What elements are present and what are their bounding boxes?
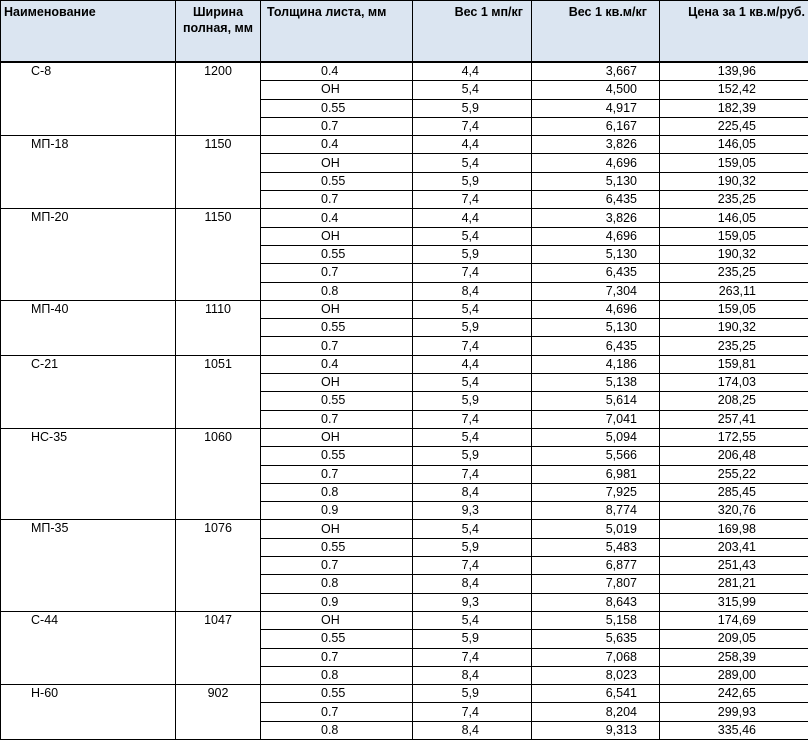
weight-mp-cell: 9,3 (413, 593, 532, 611)
weight-sqm-cell: 6,541 (532, 685, 660, 703)
price-cell: 258,39 (660, 648, 808, 666)
width-cell: 1060 (176, 428, 261, 519)
header-weight-mp: Вес 1 мп/кг (413, 1, 532, 62)
price-cell: 190,32 (660, 319, 808, 337)
weight-mp-cell: 7,4 (413, 703, 532, 721)
width-cell: 1200 (176, 63, 261, 136)
price-cell: 285,45 (660, 483, 808, 501)
weight-mp-cell: 5,9 (413, 319, 532, 337)
header-width: Ширина полная, мм (176, 1, 261, 62)
weight-mp-cell: 5,9 (413, 685, 532, 703)
weight-sqm-cell: 7,807 (532, 575, 660, 593)
weight-mp-cell: 4,4 (413, 209, 532, 227)
thickness-cell: 0.55 (261, 447, 413, 465)
price-cell: 174,03 (660, 374, 808, 392)
product-name-cell: С-8 (1, 63, 176, 136)
weight-sqm-cell: 4,500 (532, 81, 660, 99)
thickness-cell: 0.8 (261, 666, 413, 684)
table-row (1, 428, 808, 446)
weight-sqm-cell: 3,826 (532, 136, 660, 154)
weight-mp-cell: 8,4 (413, 575, 532, 593)
price-cell: 209,05 (660, 630, 808, 648)
weight-mp-cell: 5,9 (413, 447, 532, 465)
weight-mp-cell: 5,9 (413, 172, 532, 190)
width-cell: 1047 (176, 611, 261, 684)
weight-sqm-cell: 5,130 (532, 319, 660, 337)
weight-sqm-cell: 8,774 (532, 502, 660, 520)
price-cell: 315,99 (660, 593, 808, 611)
table-row (1, 355, 808, 373)
thickness-cell: 0.8 (261, 721, 413, 739)
price-cell: 146,05 (660, 209, 808, 227)
thickness-cell: ОН (261, 300, 413, 318)
price-cell: 169,98 (660, 520, 808, 538)
thickness-cell: ОН (261, 374, 413, 392)
weight-mp-cell: 5,9 (413, 99, 532, 117)
weight-sqm-cell: 7,041 (532, 410, 660, 428)
weight-sqm-cell: 5,094 (532, 428, 660, 446)
weight-sqm-cell: 4,696 (532, 154, 660, 172)
weight-sqm-cell: 8,643 (532, 593, 660, 611)
table-row (1, 136, 808, 154)
weight-mp-cell: 7,4 (413, 117, 532, 135)
price-cell: 146,05 (660, 136, 808, 154)
thickness-cell: 0.8 (261, 575, 413, 593)
thickness-cell: 0.7 (261, 410, 413, 428)
thickness-cell: ОН (261, 227, 413, 245)
weight-mp-cell: 8,4 (413, 282, 532, 300)
price-cell: 235,25 (660, 264, 808, 282)
width-cell: 1150 (176, 209, 261, 300)
price-cell: 152,42 (660, 81, 808, 99)
product-name-cell: МП-35 (1, 520, 176, 611)
weight-mp-cell: 7,4 (413, 264, 532, 282)
thickness-cell: 0.7 (261, 648, 413, 666)
weight-mp-cell: 5,9 (413, 538, 532, 556)
weight-sqm-cell: 8,204 (532, 703, 660, 721)
weight-mp-cell: 5,4 (413, 374, 532, 392)
thickness-cell: 0.55 (261, 172, 413, 190)
weight-sqm-cell: 6,167 (532, 117, 660, 135)
price-cell: 263,11 (660, 282, 808, 300)
product-name-cell: С-21 (1, 355, 176, 428)
width-cell: 1076 (176, 520, 261, 611)
thickness-cell: 0.7 (261, 465, 413, 483)
thickness-cell: 0.55 (261, 392, 413, 410)
weight-sqm-cell: 4,186 (532, 355, 660, 373)
weight-sqm-cell: 9,313 (532, 721, 660, 739)
weight-mp-cell: 5,9 (413, 245, 532, 263)
thickness-cell: 0.55 (261, 630, 413, 648)
thickness-cell: ОН (261, 154, 413, 172)
thickness-cell: 0.4 (261, 136, 413, 154)
price-cell: 203,41 (660, 538, 808, 556)
table-row (1, 611, 808, 629)
price-cell: 335,46 (660, 721, 808, 739)
weight-sqm-cell: 7,304 (532, 282, 660, 300)
thickness-cell: 0.8 (261, 483, 413, 501)
thickness-cell: 0.55 (261, 538, 413, 556)
weight-sqm-cell: 3,667 (532, 63, 660, 81)
weight-sqm-cell: 5,614 (532, 392, 660, 410)
weight-mp-cell: 4,4 (413, 355, 532, 373)
weight-sqm-cell: 5,566 (532, 447, 660, 465)
weight-mp-cell: 4,4 (413, 63, 532, 81)
weight-mp-cell: 7,4 (413, 465, 532, 483)
weight-sqm-cell: 5,483 (532, 538, 660, 556)
thickness-cell: 0.55 (261, 245, 413, 263)
weight-sqm-cell: 6,877 (532, 557, 660, 575)
header-row (1, 1, 808, 62)
product-name-cell: С-44 (1, 611, 176, 684)
weight-mp-cell: 5,4 (413, 81, 532, 99)
price-cell: 182,39 (660, 99, 808, 117)
weight-sqm-cell: 3,826 (532, 209, 660, 227)
price-cell: 159,05 (660, 154, 808, 172)
price-cell: 206,48 (660, 447, 808, 465)
width-cell: 902 (176, 685, 261, 740)
weight-sqm-cell: 6,435 (532, 337, 660, 355)
thickness-cell: ОН (261, 428, 413, 446)
thickness-cell: 0.7 (261, 264, 413, 282)
thickness-cell: 0.9 (261, 502, 413, 520)
product-name-cell: НС-35 (1, 428, 176, 519)
weight-sqm-cell: 7,925 (532, 483, 660, 501)
price-cell: 208,25 (660, 392, 808, 410)
weight-sqm-cell: 4,696 (532, 300, 660, 318)
weight-sqm-cell: 5,019 (532, 520, 660, 538)
header-price: Цена за 1 кв.м/руб. (660, 1, 808, 62)
thickness-cell: 0.55 (261, 319, 413, 337)
weight-sqm-cell: 5,130 (532, 245, 660, 263)
thickness-cell: 0.8 (261, 282, 413, 300)
price-cell: 242,65 (660, 685, 808, 703)
table-row (1, 63, 808, 81)
price-cell: 190,32 (660, 172, 808, 190)
price-cell: 139,96 (660, 63, 808, 81)
weight-mp-cell: 7,4 (413, 557, 532, 575)
header-thickness: Толщина листа, мм (261, 1, 413, 62)
weight-sqm-cell: 5,138 (532, 374, 660, 392)
thickness-cell: 0.7 (261, 557, 413, 575)
thickness-cell: ОН (261, 81, 413, 99)
weight-sqm-cell: 5,158 (532, 611, 660, 629)
weight-mp-cell: 5,9 (413, 392, 532, 410)
thickness-cell: 0.7 (261, 117, 413, 135)
thickness-cell: 0.4 (261, 355, 413, 373)
weight-mp-cell: 5,9 (413, 630, 532, 648)
price-cell: 174,69 (660, 611, 808, 629)
price-cell: 257,41 (660, 410, 808, 428)
price-cell: 159,05 (660, 227, 808, 245)
price-cell: 159,81 (660, 355, 808, 373)
price-cell: 299,93 (660, 703, 808, 721)
weight-sqm-cell: 5,635 (532, 630, 660, 648)
width-cell: 1051 (176, 355, 261, 428)
price-cell: 289,00 (660, 666, 808, 684)
weight-mp-cell: 9,3 (413, 502, 532, 520)
product-name-cell: МП-40 (1, 300, 176, 355)
weight-mp-cell: 7,4 (413, 337, 532, 355)
weight-sqm-cell: 6,435 (532, 191, 660, 209)
thickness-cell: 0.7 (261, 191, 413, 209)
weight-mp-cell: 8,4 (413, 666, 532, 684)
thickness-cell: 0.55 (261, 99, 413, 117)
width-cell: 1110 (176, 300, 261, 355)
table-row (1, 685, 808, 703)
price-cell: 281,21 (660, 575, 808, 593)
weight-sqm-cell: 4,696 (532, 227, 660, 245)
weight-mp-cell: 7,4 (413, 648, 532, 666)
weight-mp-cell: 8,4 (413, 721, 532, 739)
price-cell: 235,25 (660, 191, 808, 209)
thickness-cell: 0.7 (261, 337, 413, 355)
weight-sqm-cell: 4,917 (532, 99, 660, 117)
weight-mp-cell: 5,4 (413, 520, 532, 538)
weight-mp-cell: 5,4 (413, 611, 532, 629)
table-row (1, 520, 808, 538)
weight-mp-cell: 4,4 (413, 136, 532, 154)
price-cell: 320,76 (660, 502, 808, 520)
header-name: Наименование (1, 1, 176, 62)
weight-mp-cell: 8,4 (413, 483, 532, 501)
weight-sqm-cell: 6,981 (532, 465, 660, 483)
product-name-cell: МП-18 (1, 136, 176, 209)
width-cell: 1150 (176, 136, 261, 209)
product-name-cell: Н-60 (1, 685, 176, 740)
weight-sqm-cell: 7,068 (532, 648, 660, 666)
weight-sqm-cell: 8,023 (532, 666, 660, 684)
thickness-cell: ОН (261, 611, 413, 629)
thickness-cell: 0.9 (261, 593, 413, 611)
thickness-cell: ОН (261, 520, 413, 538)
price-cell: 235,25 (660, 337, 808, 355)
thickness-cell: 0.4 (261, 63, 413, 81)
price-cell: 225,45 (660, 117, 808, 135)
weight-sqm-cell: 5,130 (532, 172, 660, 190)
weight-sqm-cell: 6,435 (532, 264, 660, 282)
weight-mp-cell: 5,4 (413, 154, 532, 172)
weight-mp-cell: 7,4 (413, 191, 532, 209)
product-name-cell: МП-20 (1, 209, 176, 300)
weight-mp-cell: 5,4 (413, 428, 532, 446)
price-cell: 251,43 (660, 557, 808, 575)
price-cell: 190,32 (660, 245, 808, 263)
table-row (1, 300, 808, 318)
table-body (1, 62, 808, 740)
thickness-cell: 0.4 (261, 209, 413, 227)
weight-mp-cell: 5,4 (413, 227, 532, 245)
thickness-cell: 0.55 (261, 685, 413, 703)
price-cell: 172,55 (660, 428, 808, 446)
thickness-cell: 0.7 (261, 703, 413, 721)
weight-mp-cell: 5,4 (413, 300, 532, 318)
header-weight-sqm: Вес 1 кв.м/кг (532, 1, 660, 62)
weight-mp-cell: 7,4 (413, 410, 532, 428)
price-cell: 159,05 (660, 300, 808, 318)
price-cell: 255,22 (660, 465, 808, 483)
table-row (1, 209, 808, 227)
